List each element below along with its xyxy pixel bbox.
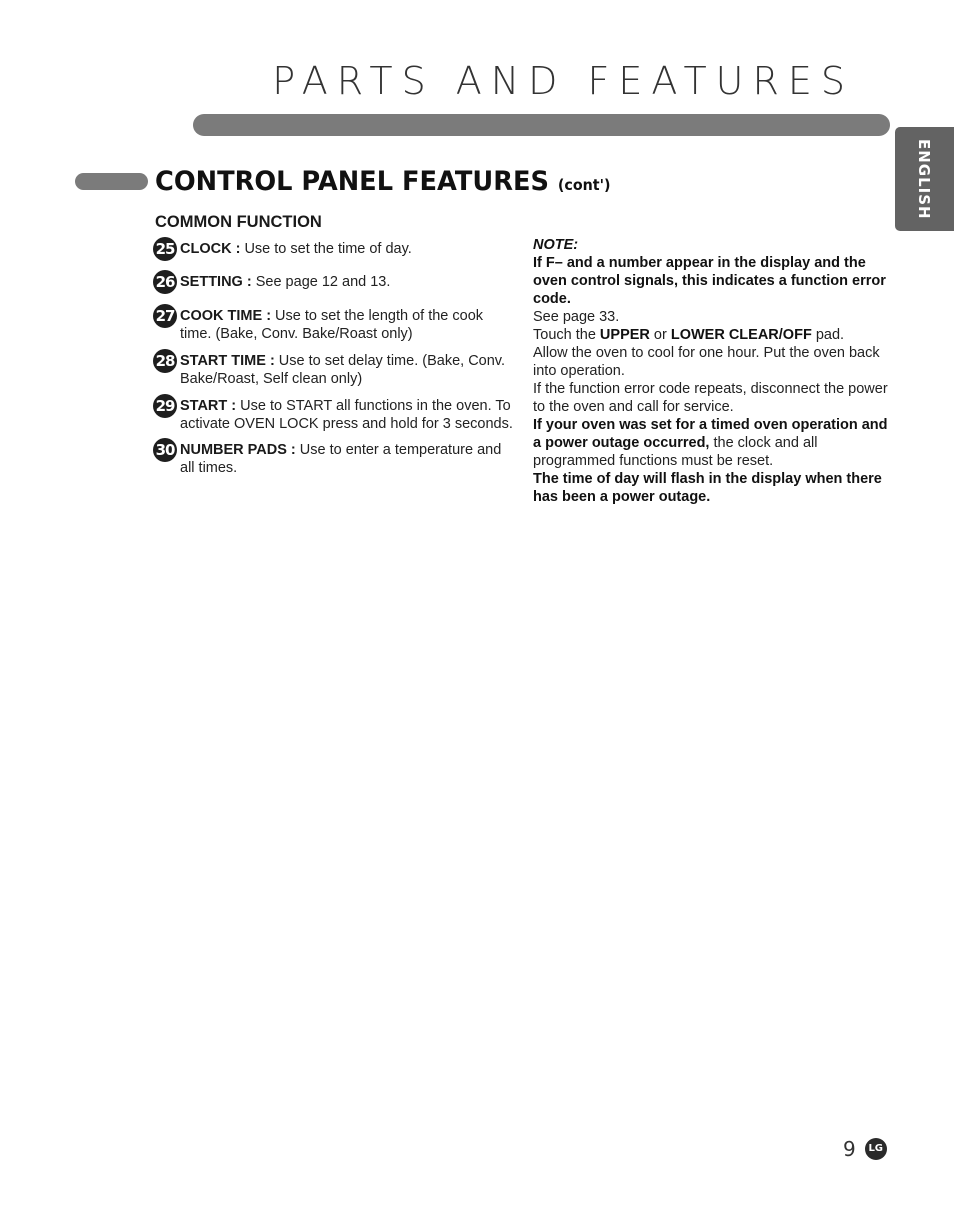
feature-list bbox=[153, 237, 515, 477]
page-header-title: PARTS AND FEATURES bbox=[272, 59, 854, 103]
feature-item-start bbox=[153, 394, 515, 433]
section-title-text: CONTROL PANEL FEATURES bbox=[155, 166, 549, 197]
note-box bbox=[533, 236, 898, 506]
feature-item-start-time bbox=[153, 349, 515, 388]
item-number-badge: 25 bbox=[153, 237, 177, 261]
note-cool: Allow the oven to cool for one hour. Put the oven back into operation. bbox=[533, 345, 880, 379]
feature-description: Use to START all functions in the oven. To activate OVEN LOCK press and hold for 3 seconds. bbox=[180, 398, 513, 432]
feature-description: See page 12 and 13. bbox=[251, 274, 391, 290]
feature-label: CLOCK : bbox=[180, 241, 241, 257]
feature-label: COOK TIME : bbox=[180, 308, 272, 324]
item-number-badge: 29 bbox=[153, 394, 177, 418]
feature-description: Use to set the length of the cook time. (Bake, Conv. Bake/Roast only) bbox=[180, 308, 484, 342]
feature-label: START : bbox=[180, 398, 237, 414]
note-flash: The time of day will flash in the display when there has been a power outage. bbox=[533, 471, 882, 505]
item-number-badge: 27 bbox=[153, 304, 177, 328]
note-heading: NOTE: bbox=[533, 237, 579, 253]
common-function-heading: COMMON FUNCTION bbox=[155, 213, 322, 231]
item-number-badge: 30 bbox=[153, 438, 177, 462]
page-number: 9 bbox=[843, 1137, 856, 1161]
feature-item-clock bbox=[153, 237, 515, 258]
language-tab bbox=[895, 127, 954, 231]
section-title-cont: (cont') bbox=[557, 176, 611, 194]
feature-label: SETTING : bbox=[180, 274, 252, 290]
feature-label: NUMBER PADS : bbox=[180, 442, 296, 458]
note-error-intro: If F– and a number appear in the display and the oven control signals, this indicates a function error code. bbox=[533, 255, 886, 307]
page-footer bbox=[843, 1137, 887, 1161]
note-repeat: If the function error code repeats, disconnect the power to the oven and call for service. bbox=[533, 381, 888, 415]
note-touch-line: Touch the UPPER or LOWER CLEAR/OFF pad. bbox=[533, 327, 845, 343]
feature-description: Use to enter a temperature and all times. bbox=[180, 442, 502, 476]
note-see-page: See page 33. bbox=[533, 309, 620, 325]
feature-item-setting bbox=[153, 270, 515, 291]
feature-description: Use to set the time of day. bbox=[240, 241, 412, 257]
section-pill bbox=[75, 173, 148, 190]
lg-logo-icon: LG bbox=[865, 1138, 887, 1160]
note-outage: If your oven was set for a timed oven operation and a power outage occurred, the clock and all programmed functions must be reset. bbox=[533, 417, 888, 469]
feature-description: Use to set delay time. (Bake, Conv. Bake/Roast, Self clean only) bbox=[180, 353, 505, 387]
header-bar bbox=[193, 114, 890, 136]
item-number-badge: 28 bbox=[153, 349, 177, 373]
language-tab-label: ENGLISH bbox=[915, 139, 933, 220]
section-title bbox=[155, 166, 610, 198]
item-number-badge: 26 bbox=[153, 270, 177, 294]
feature-item-number-pads bbox=[153, 438, 515, 477]
feature-label: START TIME : bbox=[180, 353, 275, 369]
feature-item-cook-time bbox=[153, 304, 515, 343]
